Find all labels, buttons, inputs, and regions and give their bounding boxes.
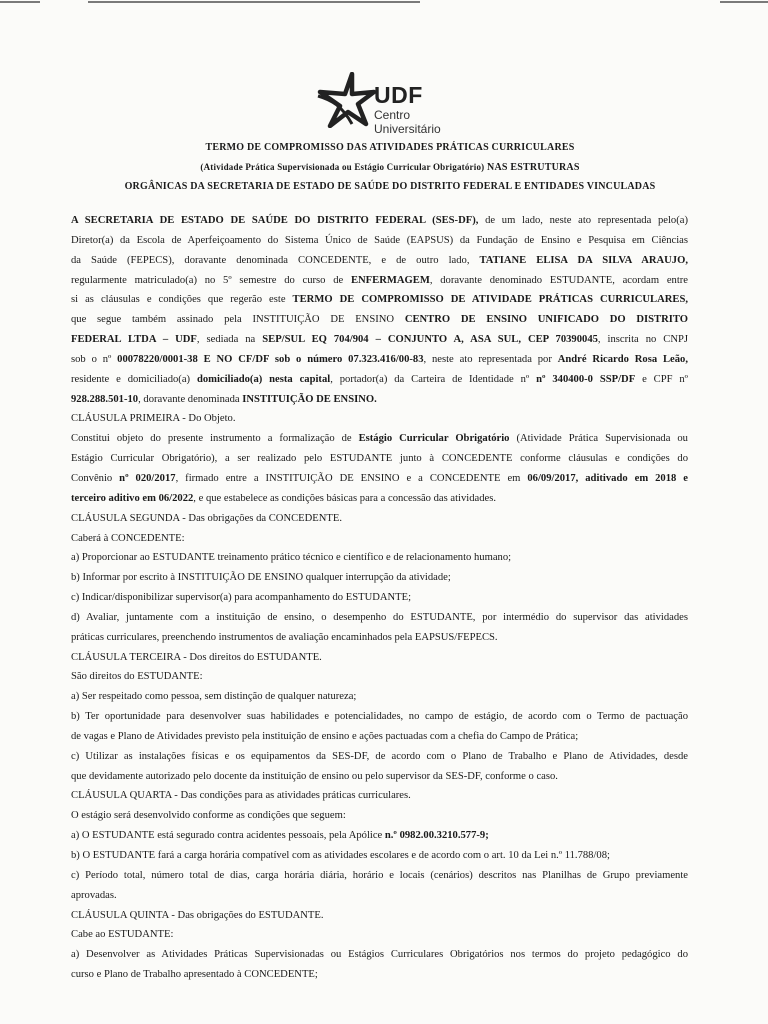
text: , e que estabelece as condições básicas para a concessão das atividades. bbox=[193, 492, 496, 504]
list-item: c) Período total, número total de dias, carga horária diária, horário e locais (cenários) descritos nas Planilhas de Grupo previamente bbox=[71, 869, 688, 881]
student-name: TATIANE ELISA DA SILVA ARAUJO, bbox=[479, 254, 688, 266]
grantor-name: A SECRETARIA DE ESTADO DE SAÚDE DO DISTRITO FEDERAL (SES-DF), bbox=[71, 215, 479, 226]
title-parenthetical: (Atividade Prática Supervisionada ou Estágio Curricular Obrigatório) bbox=[200, 162, 485, 172]
agreement-date: 06/09/2017, aditivado em 2018 e bbox=[527, 472, 688, 484]
clause-title: CLÁUSULA TERCEIRA - Dos direitos do ESTUDANTE. bbox=[71, 651, 322, 663]
logo-name: UDF bbox=[374, 82, 423, 108]
document-title-line-2 bbox=[60, 162, 720, 173]
text: residente e domiciliado(a) bbox=[71, 373, 197, 385]
list-item: b) Ter oportunidade para desenvolver suas habilidades e potencialidades, no campo de estágio, de acordo com o Termo de pactuação bbox=[71, 711, 688, 723]
list-item: c) Indicar/disponibilizar supervisor(a) para acompanhamento do ESTUDANTE; bbox=[71, 592, 412, 604]
text: aprovadas. bbox=[71, 889, 117, 901]
text: Caberá à CONCEDENTE: bbox=[71, 532, 185, 544]
institution-name: CENTRO DE ENSINO UNIFICADO DO DISTRITO bbox=[404, 314, 688, 326]
text: sob o nº bbox=[71, 353, 118, 365]
text: de um lado, neste ato representada pelo(a) bbox=[478, 215, 688, 226]
text: , doravante denominado ESTUDANTE, acordam entre bbox=[429, 274, 688, 286]
representative-name: André Ricardo Rosa Leão, bbox=[557, 353, 688, 365]
id-number: nº 340400-0 SSP/DF bbox=[536, 373, 636, 385]
preamble bbox=[71, 211, 688, 409]
institution-name: FEDERAL LTDA – UDF bbox=[71, 334, 197, 346]
course-name: ENFERMAGEM bbox=[350, 274, 430, 286]
text: , portador(a) da Carteira de Identidade nº bbox=[330, 373, 537, 385]
list-item: a) Ser respeitado como pessoa, sem distinção de qualquer natureza; bbox=[71, 691, 357, 703]
text: Estágio Curricular Obrigatório), a ser realizado pelo ESTUDANTE junto à CONCEDENTE conforme cláusulas e condições do bbox=[71, 453, 688, 465]
text: Estágio Curricular Obrigatório bbox=[358, 433, 510, 445]
logo-subtitle-2: Universitário bbox=[374, 122, 441, 136]
text: , sediada na bbox=[196, 334, 263, 346]
text: , neste ato representada por bbox=[423, 353, 558, 365]
text: Diretor(a) da Escola de Aperfeiçoamento do Sistema Único de Saúde (EAPSUS) da Fundação de Ensino e Pesquisa em Ciências bbox=[71, 234, 688, 246]
cpf-number: 928.288.501-10 bbox=[71, 393, 139, 405]
text: de vagas e Plano de Atividades previsto pela instituição de ensino e ações pactuadas com a chefia do Campo de Prática; bbox=[71, 730, 579, 742]
text: Cabe ao ESTUDANTE: bbox=[71, 929, 174, 941]
agreement-number: nº 020/2017 bbox=[119, 472, 176, 484]
text: e CPF nº bbox=[635, 373, 688, 385]
document-title-line-1: TERMO DE COMPROMISSO DAS ATIVIDADES PRÁTICAS CURRICULARES bbox=[205, 142, 575, 153]
text: (Atividade Prática Supervisionada ou bbox=[509, 433, 688, 445]
clause-5 bbox=[71, 906, 688, 985]
institution-address: SEP/SUL EQ 704/904 – CONJUNTO A, ASA SUL, CEP 70390045 bbox=[262, 334, 598, 346]
clause-1 bbox=[71, 409, 688, 508]
cnpj-number: 00078220/0001-38 E NO CF/DF sob o número 07.323.416/00-83 bbox=[117, 353, 424, 365]
text: regularmente matriculado(a) no 5º semestre do curso de bbox=[71, 274, 351, 286]
list-item: d) Avaliar, juntamente com a instituição de ensino, o desempenho do ESTUDANTE, por intermédio do supervisor das atividades bbox=[71, 611, 688, 623]
clause-3 bbox=[71, 648, 688, 787]
text: domiciliado(a) nesta capital bbox=[196, 373, 331, 385]
document-body bbox=[71, 211, 688, 985]
clause-title: CLÁUSULA PRIMEIRA - Do Objeto. bbox=[71, 413, 236, 425]
term-name: TERMO DE COMPROMISSO DE ATIVIDADE PRÁTICAS CURRICULARES, bbox=[292, 294, 688, 306]
text: curso e Plano de Trabalho apresentado à CONCEDENTE; bbox=[71, 969, 318, 981]
text: práticas curriculares, preenchendo instrumentos de avaliação encaminhados pela EAPSUS/FEPECS. bbox=[71, 631, 498, 643]
text: , firmado entre a INSTITUIÇÃO DE ENSINO e a CONCEDENTE em bbox=[175, 472, 528, 484]
text: O estágio será desenvolvido conforme as condições que seguem: bbox=[71, 810, 346, 822]
text: da Saúde (FEPECS), doravante denominada CONCEDENTE, e de outro lado, bbox=[71, 254, 480, 266]
clause-title: CLÁUSULA QUINTA - Das obrigações do ESTUDANTE. bbox=[71, 909, 324, 921]
text: Constitui objeto do presente instrumento a formalização de bbox=[71, 433, 359, 445]
text: terceiro aditivo em 06/2022 bbox=[71, 492, 194, 504]
clause-title: CLÁUSULA SEGUNDA - Das obrigações da CONCEDENTE. bbox=[71, 512, 342, 524]
text: São direitos do ESTUDANTE: bbox=[71, 671, 203, 683]
list-item: a) Proporcionar ao ESTUDANTE treinamento prático técnico e científico e de relacionamento humano; bbox=[71, 552, 512, 564]
scan-edge bbox=[0, 0, 768, 4]
document-title-line-3: ORGÂNICAS DA SECRETARIA DE ESTADO DE SAÚDE DO DISTRITO FEDERAL E ENTIDADES VINCULADAS bbox=[124, 181, 656, 192]
list-item: c) Utilizar as instalações físicas e os equipamentos da SES-DF, de acordo com o Plano de Trabalho e Plano de Atividades, desde bbox=[71, 750, 688, 762]
udf-logo bbox=[312, 70, 472, 140]
title-line-2-rest: NAS ESTRUTURAS bbox=[484, 162, 580, 173]
policy-number: n.º 0982.00.3210.577-9; bbox=[384, 830, 489, 842]
text: que devidamente autorizado pelo docente da instituição de ensino ou pelo supervisor da SES-DF, conforme o caso. bbox=[71, 770, 558, 782]
text: , doravante denominada bbox=[138, 393, 243, 405]
text: Convênio bbox=[71, 472, 120, 484]
list-item: b) Informar por escrito à INSTITUIÇÃO DE ENSINO qualquer interrupção da atividade; bbox=[71, 572, 451, 584]
list-item: a) Desenvolver as Atividades Práticas Supervisionadas ou Estágios Curriculares Obrigatórios nos termos do projeto pedagógico do bbox=[71, 949, 688, 961]
clause-2 bbox=[71, 509, 688, 648]
text: , inscrita no CNPJ bbox=[597, 334, 688, 346]
text: si as cláusulas e condições que regerão este bbox=[71, 294, 293, 306]
list-item: a) O ESTUDANTE está segurado contra acidentes pessoais, pela Apólice bbox=[71, 830, 385, 842]
star-logo-icon bbox=[312, 72, 376, 128]
logo-subtitle-1: Centro bbox=[374, 108, 411, 122]
clause-title: CLÁUSULA QUARTA - Das condições para as atividades práticas curriculares. bbox=[71, 790, 411, 802]
text: INSTITUIÇÃO DE ENSINO. bbox=[242, 393, 377, 405]
list-item: b) O ESTUDANTE fará a carga horária compatível com as atividades escolares e de acordo com o art. 10 da Lei n.º 11.788/08; bbox=[71, 850, 610, 861]
clause-4 bbox=[71, 786, 688, 905]
text: que segue também assinado pela INSTITUIÇÃO DE ENSINO bbox=[71, 314, 405, 326]
